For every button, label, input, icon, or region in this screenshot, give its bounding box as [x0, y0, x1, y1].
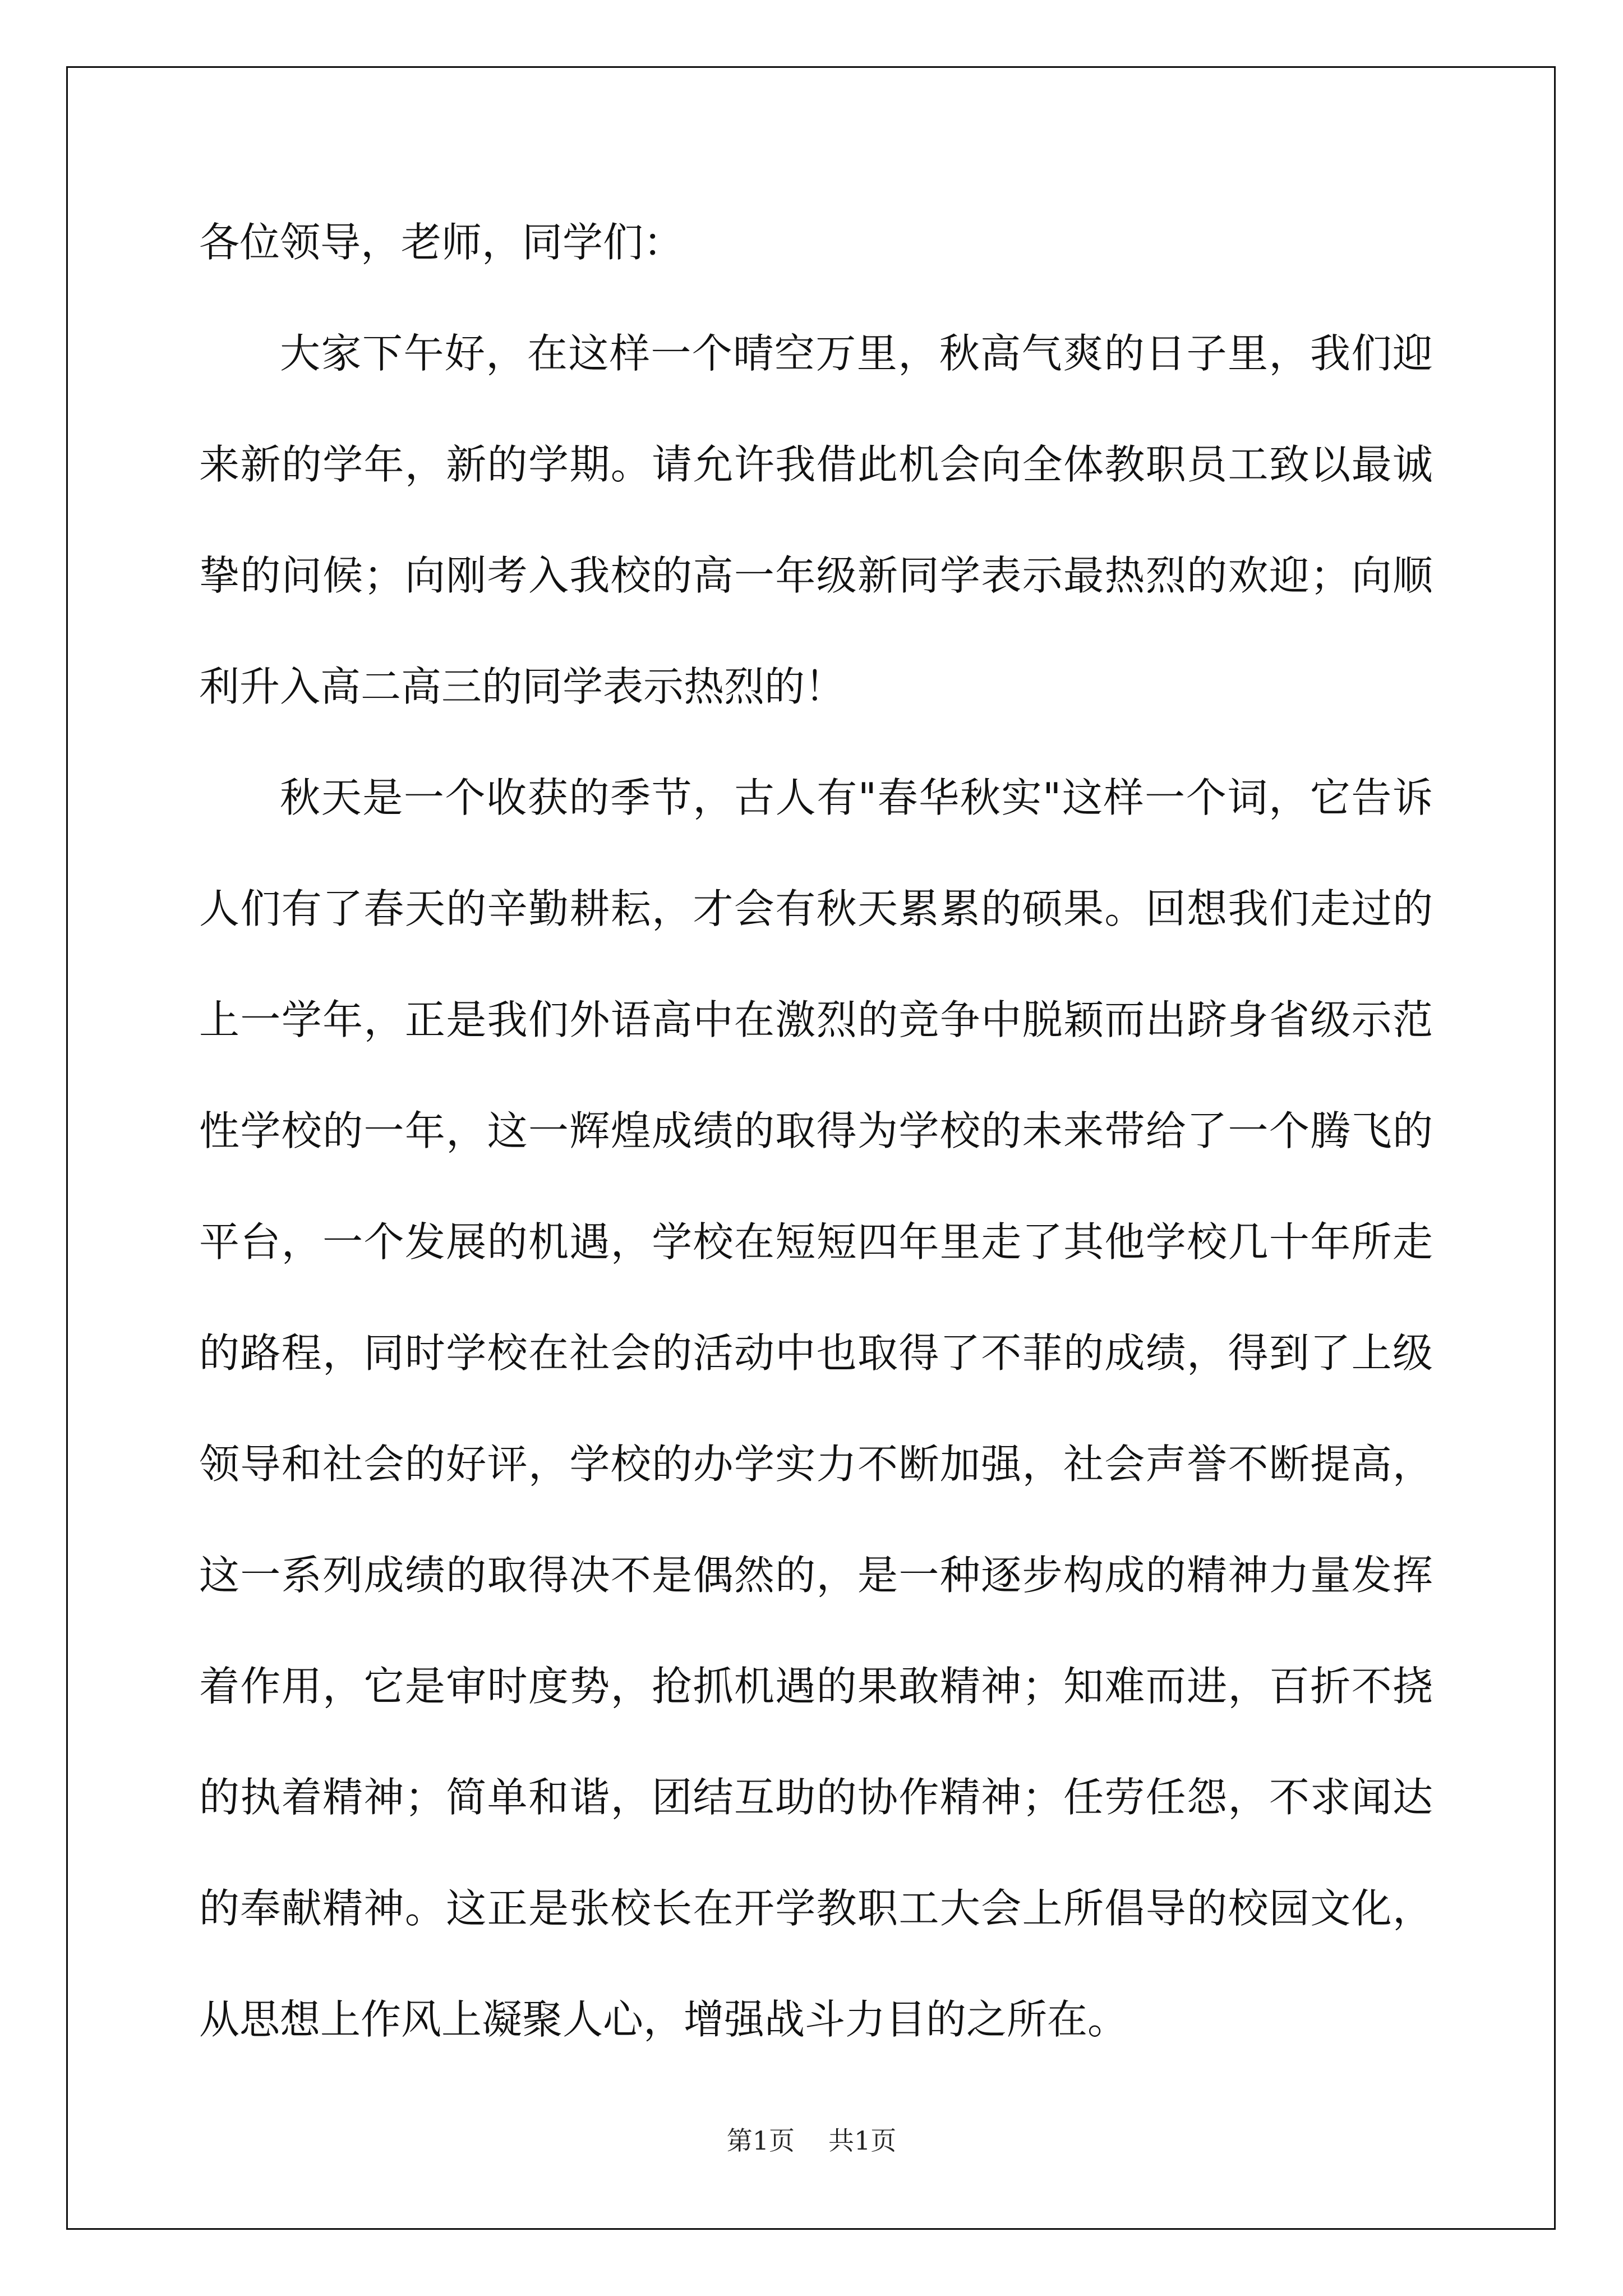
page-footer [0, 2120, 1623, 2157]
paragraph-1: 大家下午好，在这样一个晴空万里，秋高气爽的日子里，我们迎来新的学年，新的学期。请允许我借此机会向全体教职员工致以最诚挚的问候；向刚考入我校的高一年级新同学表示最热烈的欢迎；向顺利升入高二高三的同学表示热烈的！ [199, 330, 1433, 710]
paragraph-2: 秋天是一个收获的季节，古人有"春华秋实"这样一个词，它告诉人们有了春天的辛勤耕耘，才会有秋天累累的硕果。回想我们走过的上一学年，正是我们外语高中在激烈的竞争中脱颖而出跻身省级示范性学校的一年，这一辉煌成绩的取得为学校的未来带给了一个腾飞的平台，一个发展的机遇，学校在短短四年里走了其他学校几十年所走的路程，同时学校在社会的活动中也取得了不菲的成绩，得到了上级领导和社会的好评，学校的办学实力不断加强，社会声誉不断提高，这一系列成绩的取得决不是偶然的，是一种逐步构成的精神力量发挥着作用，它是审时度势，抢抓机遇的果敢精神；知难而进，百折不挠的执着精神；简单和谐，团结互助的协作精神；任劳任怨，不求闻达的奉献精神。这正是张校长在开学教职工大会上所倡导的校园文化，从思想上作风上凝聚人心，增强战斗力目的之所在。 [199, 774, 1433, 2043]
page-total: 共1页 [828, 2125, 897, 2156]
page-number: 第1页 [726, 2125, 795, 2156]
document-body [199, 220, 1433, 2075]
salutation: 各位领导，老师，同学们： [199, 219, 684, 266]
